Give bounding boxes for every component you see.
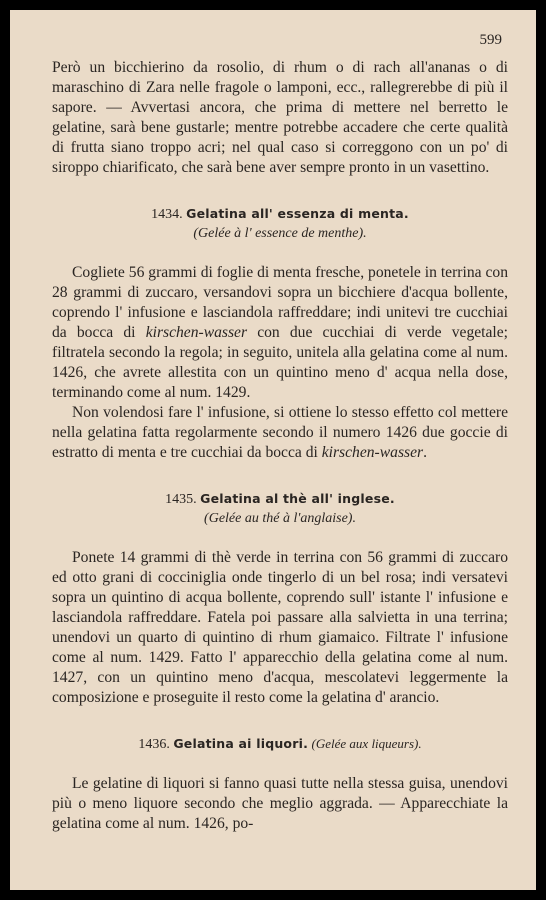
recipe-1434-number: 1434. [151,207,183,222]
recipe-1434-p2-text-a: Non volendosi fare l' infusione, si ottiene lo stesso effetto col mettere nella gelatina fatta regolarmente secondo il numero 1426 due goccie di estratto di menta e tre cucchiai da bocca di [52,404,508,461]
recipe-1434-heading [52,204,508,224]
recipe-1434-title: Gelatina all' essenza di menta. [186,206,409,221]
page-number: 599 [479,32,502,48]
recipe-1434-paragraph-2 [52,403,508,463]
recipe-1435-subtitle: (Gelée au thé à l'anglaise). [204,511,356,526]
recipe-1434-subtitle: (Gelée à l' essence de menthe). [193,226,367,241]
recipe-1435-heading [52,489,508,509]
recipe-1436-paragraph-1: Le gelatine di liquori si fanno quasi tutte nella stessa guisa, unendovi più o meno liquore secondo che meglio aggrada. — Apparecchiate la gelatina come al num. 1426, po- [52,775,508,832]
recipe-1434-p1-italic: kirschen-wasser [145,324,248,341]
recipe-1436-subtitle: (Gelée aux liqueurs). [311,736,422,751]
recipe-1435-paragraph-1: Ponete 14 grammi di thè verde in terrina con 56 grammi di zuccaro ed otto grani di cocciniglia onde tingerlo di un bel rosa; indi versatevi sopra un quintino di acqua bollente, coprendo sull' istante l' infusione e lasciandola raffreddare. Fatela poi passare alla salvietta in una terrina; unendovi un quarto di quintino di rhum giamaico. Filtrate l' infusione come al num. 1429. Fatto l' apparecchio della gelatina come al num. 1427, con un quintino meno d'acqua, mescolatevi leggermente la composizione e proseguite il resto come la gelatina d' arancio. [52,549,508,706]
book-page [10,10,536,890]
recipe-1436-title: Gelatina ai liquori. [173,736,309,751]
recipe-1434-p1-text-a: Cogliete 56 grammi di foglie di menta fresche, ponetele in terrina con 28 grammi di zuccaro, versandovi sopra un bicchiere d'acqua bollente, coprendo l' infusione e lasciandola raffreddare; indi unitevi tre cucchiai da bocca di [52,264,508,341]
recipe-1436-number: 1436. [138,737,170,752]
recipe-1435-number: 1435. [165,492,197,507]
recipe-1434-paragraph-1 [52,263,508,403]
page-content [52,58,508,834]
recipe-1434-p2-text-b: . [423,444,427,461]
recipe-1436-heading [52,734,508,754]
intro-paragraph: Però un bicchierino da rosolio, di rhum o di rach all'ananas o di maraschino di Zara nelle fragole o lamponi, ecc., rallegrerebbe di più il sapore. — Avvertasi ancora, che prima di mettere nel berretto le gelatine, sarà bene gustarle; mentre potrebbe accadere che certe qualità di frutta siano troppo acri; nel qual caso si correggono con un po' di siroppo chiarificato, che sarà bene aver sempre pronto in un vasettino. [52,59,508,176]
recipe-1434-p1-text-b: con due cucchiai di verde vegetale; filtratela secondo la regola; in seguito, unitela alla gelatina come al num. 1426, che avrete allestita con un quintino meno d' acqua nella dose, terminando come al num. 1429. [52,324,508,401]
recipe-1435-title: Gelatina al thè all' inglese. [200,491,395,506]
recipe-1434-p2-italic: kirschen-wasser [321,444,424,461]
